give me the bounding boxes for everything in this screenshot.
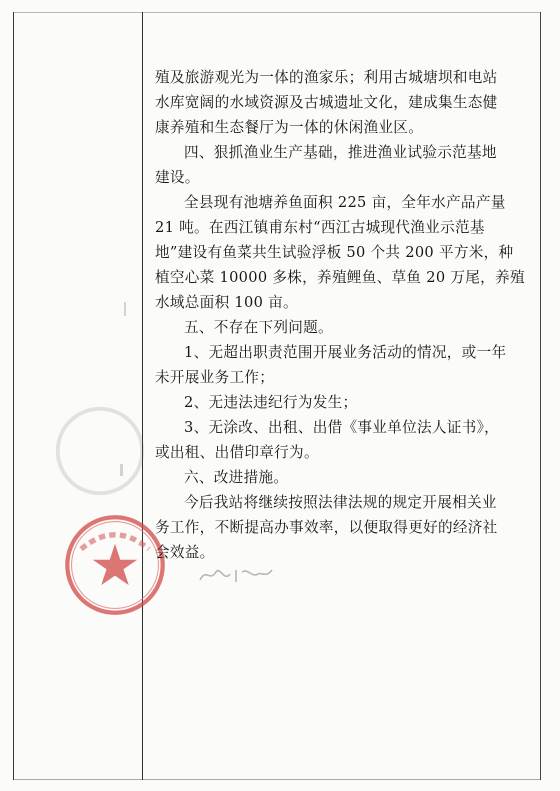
handwritten-signature — [196, 564, 276, 586]
list-item-3-cont: 或出租、出借印章行为。 — [155, 444, 319, 461]
official-seal-stamp — [62, 512, 168, 618]
paragraph-line: 全县现有池塘养鱼面积 225 亩，全年水产品产量 — [184, 194, 506, 211]
paragraph-line: 水库宽阔的水域资源及古城遗址文化，建成集生态健 — [155, 94, 498, 111]
list-item-3: 3、无涂改、出租、出借《事业单位法人证书》， — [184, 419, 500, 436]
document-body — [155, 65, 533, 565]
paragraph-line: 殖及旅游观光为一体的渔家乐；利用古城塘坝和电站 — [155, 69, 498, 86]
list-item-1: 1、无超出职责范围开展业务活动的情况，或一年 — [184, 344, 507, 361]
table-left-border — [13, 12, 14, 780]
paragraph-line: 康养殖和生态餐厅为一体的休闲渔业区。 — [155, 119, 424, 136]
table-right-border — [540, 12, 541, 780]
paragraph-line: 务工作，不断提高办事效率，以便取得更好的经济社 — [155, 519, 498, 536]
paragraph-line: 地”建设有鱼菜共生试验浮板 50 个共 200 平方米，种 — [155, 244, 514, 261]
section-heading-4-cont: 建设。 — [155, 169, 200, 186]
paragraph-line: 水域总面积 100 亩。 — [155, 294, 298, 311]
paragraph-line: 会效益。 — [155, 544, 215, 561]
scan-mark — [124, 302, 126, 316]
paragraph-line: 植空心菜 10000 多株，养殖鲤鱼、草鱼 20 万尾，养殖 — [155, 269, 525, 286]
table-top-border — [13, 12, 541, 13]
list-item-1-cont: 未开展业务工作； — [155, 369, 275, 386]
section-heading-4: 四、狠抓渔业生产基础，推进渔业试验示范基地 — [184, 144, 497, 161]
paragraph-line: 21 吨。在西江镇甫东村“西江古城现代渔业示范基 — [155, 219, 485, 236]
seal-ghost-mark — [52, 403, 148, 499]
list-item-2: 2、无违法违纪行为发生； — [184, 394, 358, 411]
table-column-divider — [142, 12, 143, 780]
table-bottom-border — [13, 779, 541, 780]
paragraph-line: 今后我站将继续按照法律法规的规定开展相关业 — [184, 494, 497, 511]
section-heading-5: 五、不存在下列问题。 — [184, 319, 333, 336]
section-heading-6: 六、改进措施。 — [184, 469, 289, 486]
